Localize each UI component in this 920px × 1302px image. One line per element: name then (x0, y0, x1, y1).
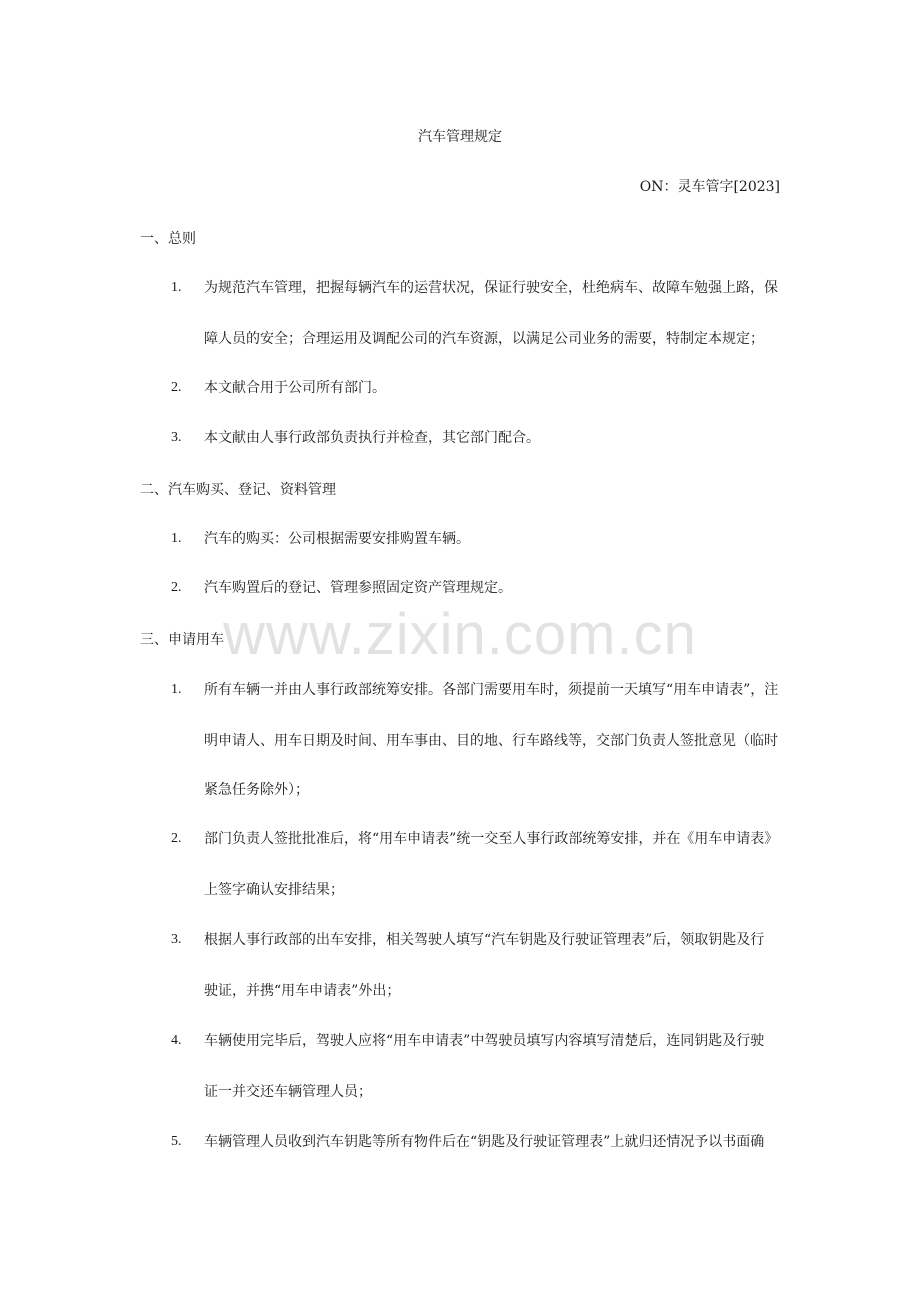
item-number: 1. (171, 531, 182, 546)
item-number: 3. (171, 932, 182, 947)
document-title: 汽车管理规定 (418, 129, 502, 145)
item-number: 5. (171, 1134, 182, 1149)
item-number: 2. (171, 831, 182, 846)
item-text-line: 本文献合用于公司所有部门。 (204, 380, 386, 396)
item-number: 2. (171, 380, 182, 395)
item-text-line: 明申请人、用车日期及时间、用车事由、目的地、行车路线等，交部门负责人签批意见（临时 (204, 733, 778, 749)
item-text-line: 部门负责人签批批准后，将“用车申请表”统一交至人事行政部统筹安排，并在《用车申请表》 (204, 831, 779, 847)
item-number: 1. (171, 682, 182, 697)
item-text-line: 汽车的购买：公司根据需要安排购置车辆。 (204, 531, 470, 547)
item-text-line: 车辆使用完毕后，驾驶人应将“用车申请表”中驾驶员填写内容填写清楚后，连同钥匙及行驶 (204, 1033, 765, 1049)
section-heading-purchase: 二、汽车购买、登记、资料管理 (140, 482, 336, 498)
item-number: 4. (171, 1033, 182, 1048)
item-number: 2. (171, 580, 182, 595)
section-heading-vehicle-request: 三、申请用车 (140, 632, 224, 648)
item-text-line: 为规范汽车管理，把握每辆汽车的运营状况，保证行驶安全，杜绝病车、故障车勉强上路，保 (204, 280, 778, 296)
item-text-line: 驶证，并携“用车申请表”外出； (204, 983, 401, 999)
watermark: www.zixin.com.cn (223, 602, 697, 667)
item-text-line: 车辆管理人员收到汽车钥匙等所有物件后在“钥匙及行驶证管理表”上就归还情况予以书面确 (204, 1134, 765, 1150)
item-text-line: 紧急任务除外）； (204, 782, 309, 798)
section-heading-general: 一、总则 (140, 231, 196, 247)
item-text-line: 本文献由人事行政部负责执行并检查，其它部门配合。 (204, 430, 540, 446)
item-number: 1. (171, 280, 182, 295)
document-number: ON：灵车管字[2023] (639, 179, 780, 195)
item-text-line: 所有车辆一并由人事行政部统筹安排。各部门需要用车时，须提前一天填写“用车申请表”，注 (204, 682, 779, 698)
item-text-line: 障人员的安全；合理运用及调配公司的汽车资源，以满足公司业务的需要，特制定本规定； (204, 331, 764, 347)
item-text-line: 汽车购置后的登记、管理参照固定资产管理规定。 (204, 580, 512, 596)
item-text-line: 上签字确认安排结果； (204, 882, 344, 898)
item-text-line: 根据人事行政部的出车安排，相关驾驶人填写“汽车钥匙及行驶证管理表”后，领取钥匙及行 (204, 932, 765, 948)
item-text-line: 证一并交还车辆管理人员； (204, 1084, 372, 1100)
item-number: 3. (171, 430, 182, 445)
